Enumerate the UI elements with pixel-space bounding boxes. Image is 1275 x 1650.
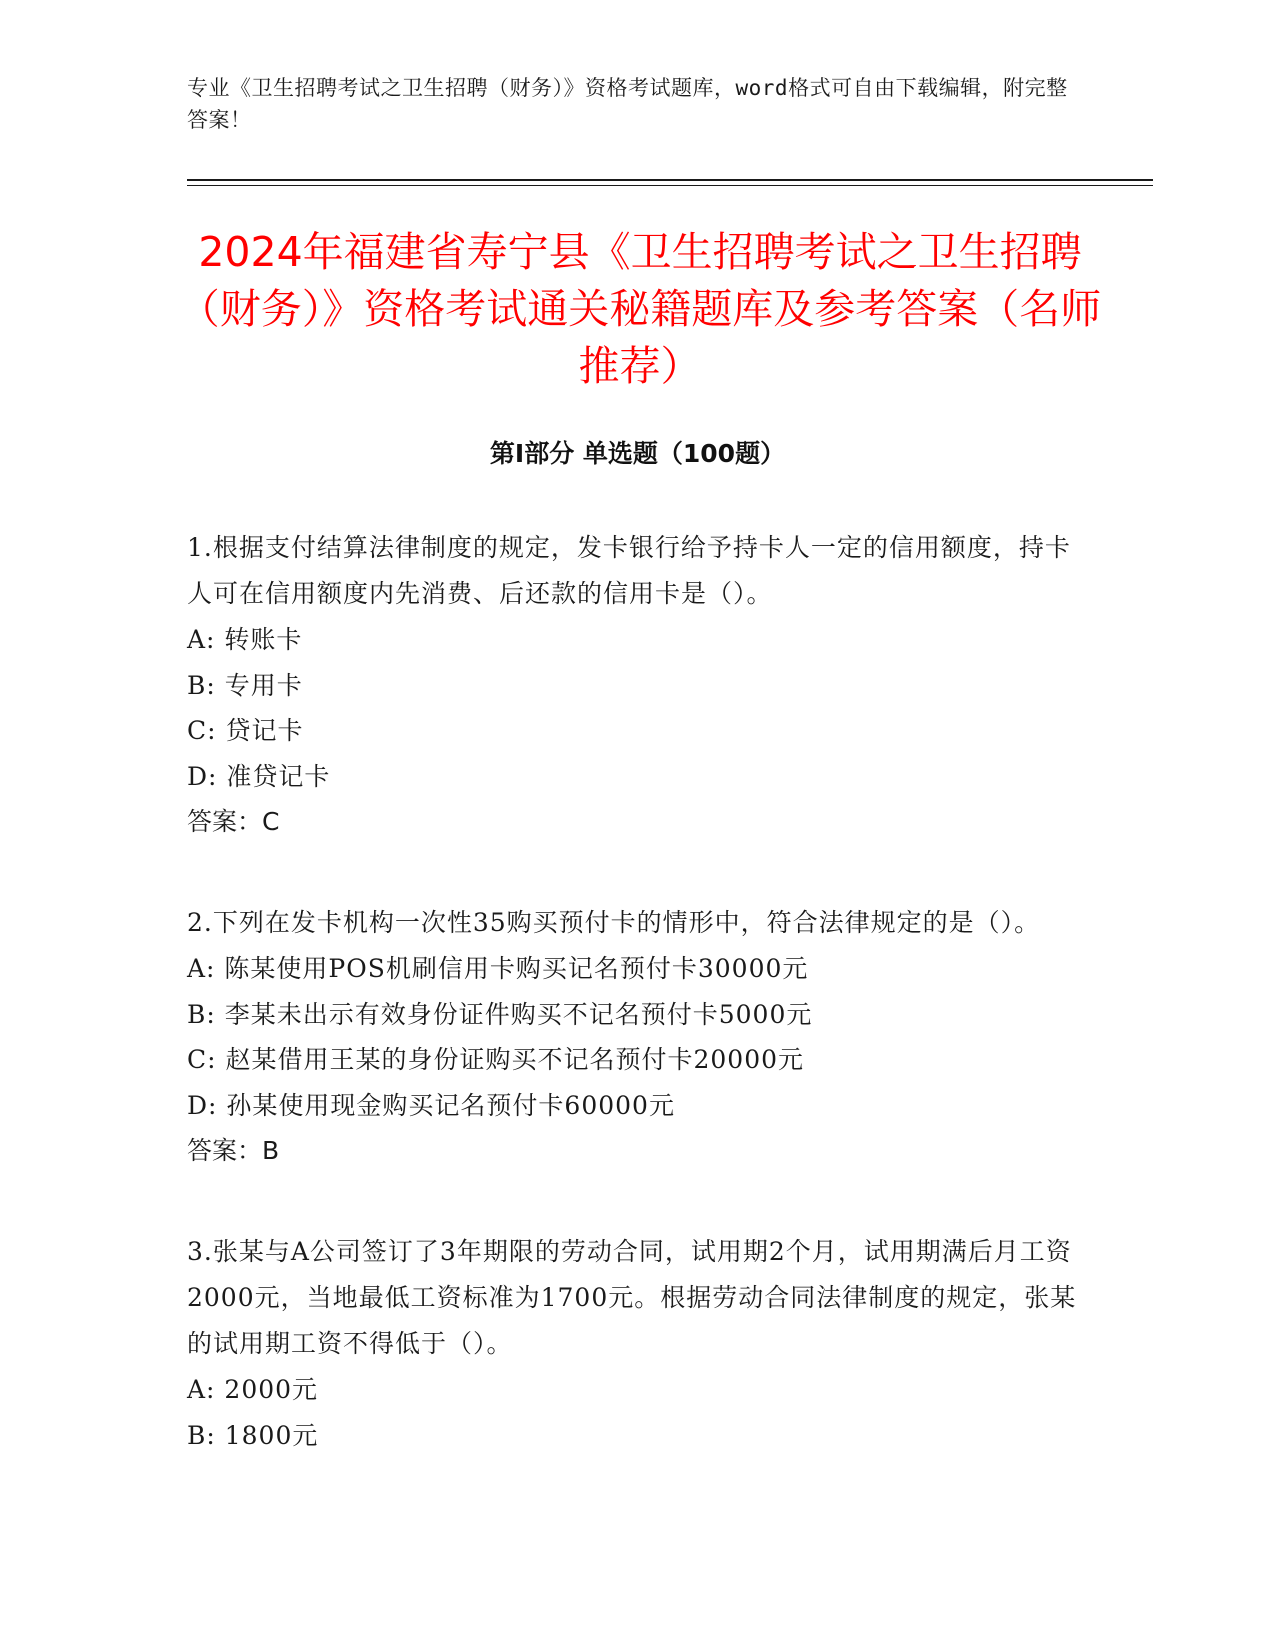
question-list xyxy=(187,525,1087,1513)
option-b: B: 李某未出示有效身份证件购买不记名预付卡5000元 xyxy=(187,999,813,1029)
answer: 答案：B xyxy=(187,1136,280,1165)
option-d: D: 准贷记卡 xyxy=(187,761,331,791)
option-a: A: 2000元 xyxy=(187,1375,319,1404)
option-a: A: 转账卡 xyxy=(187,625,303,654)
section-title: 第I部分 单选题（100题） xyxy=(489,439,786,468)
question-2 xyxy=(187,900,1087,1174)
option-b: B: 专用卡 xyxy=(187,670,303,700)
header-divider-thin xyxy=(187,185,1153,186)
question-3 xyxy=(187,1229,1087,1458)
question-1 xyxy=(187,525,1087,845)
option-c: C: 贷记卡 xyxy=(187,716,304,745)
question-stem: 3.张某与A公司签订了3年期限的劳动合同，试用期2个月，试用期满后月工资2000元，当地最低工资标准为1700元。根据劳动合同法律制度的规定，张某的试用期工资不得低于（）。 xyxy=(187,1237,1077,1358)
question-stem: 2.下列在发卡机构一次性35购买预付卡的情形中，符合法律规定的是（）。 xyxy=(187,908,1041,937)
header-divider-thick xyxy=(187,179,1153,181)
option-d: D: 孙某使用现金购买记名预付卡60000元 xyxy=(187,1090,675,1120)
answer: 答案：C xyxy=(187,807,280,836)
document-title: 2024年福建省寿宁县《卫生招聘考试之卫生招聘（财务）》资格考试通关秘籍题库及参考答案（名师推荐） xyxy=(178,228,1102,390)
option-b: B: 1800元 xyxy=(187,1420,319,1450)
question-stem: 1.根据支付结算法律制度的规定，发卡银行给予持卡人一定的信用额度，持卡人可在信用额度内先消费、后还款的信用卡是（）。 xyxy=(187,533,1071,608)
option-a: A: 陈某使用POS机刷信用卡购买记名预付卡30000元 xyxy=(187,954,809,983)
option-c: C: 赵某借用王某的身份证购买不记名预付卡20000元 xyxy=(187,1045,805,1074)
header-note: 专业《卫生招聘考试之卫生招聘（财务）》资格考试题库，word格式可自由下载编辑，附完整答案！ xyxy=(187,76,1068,132)
